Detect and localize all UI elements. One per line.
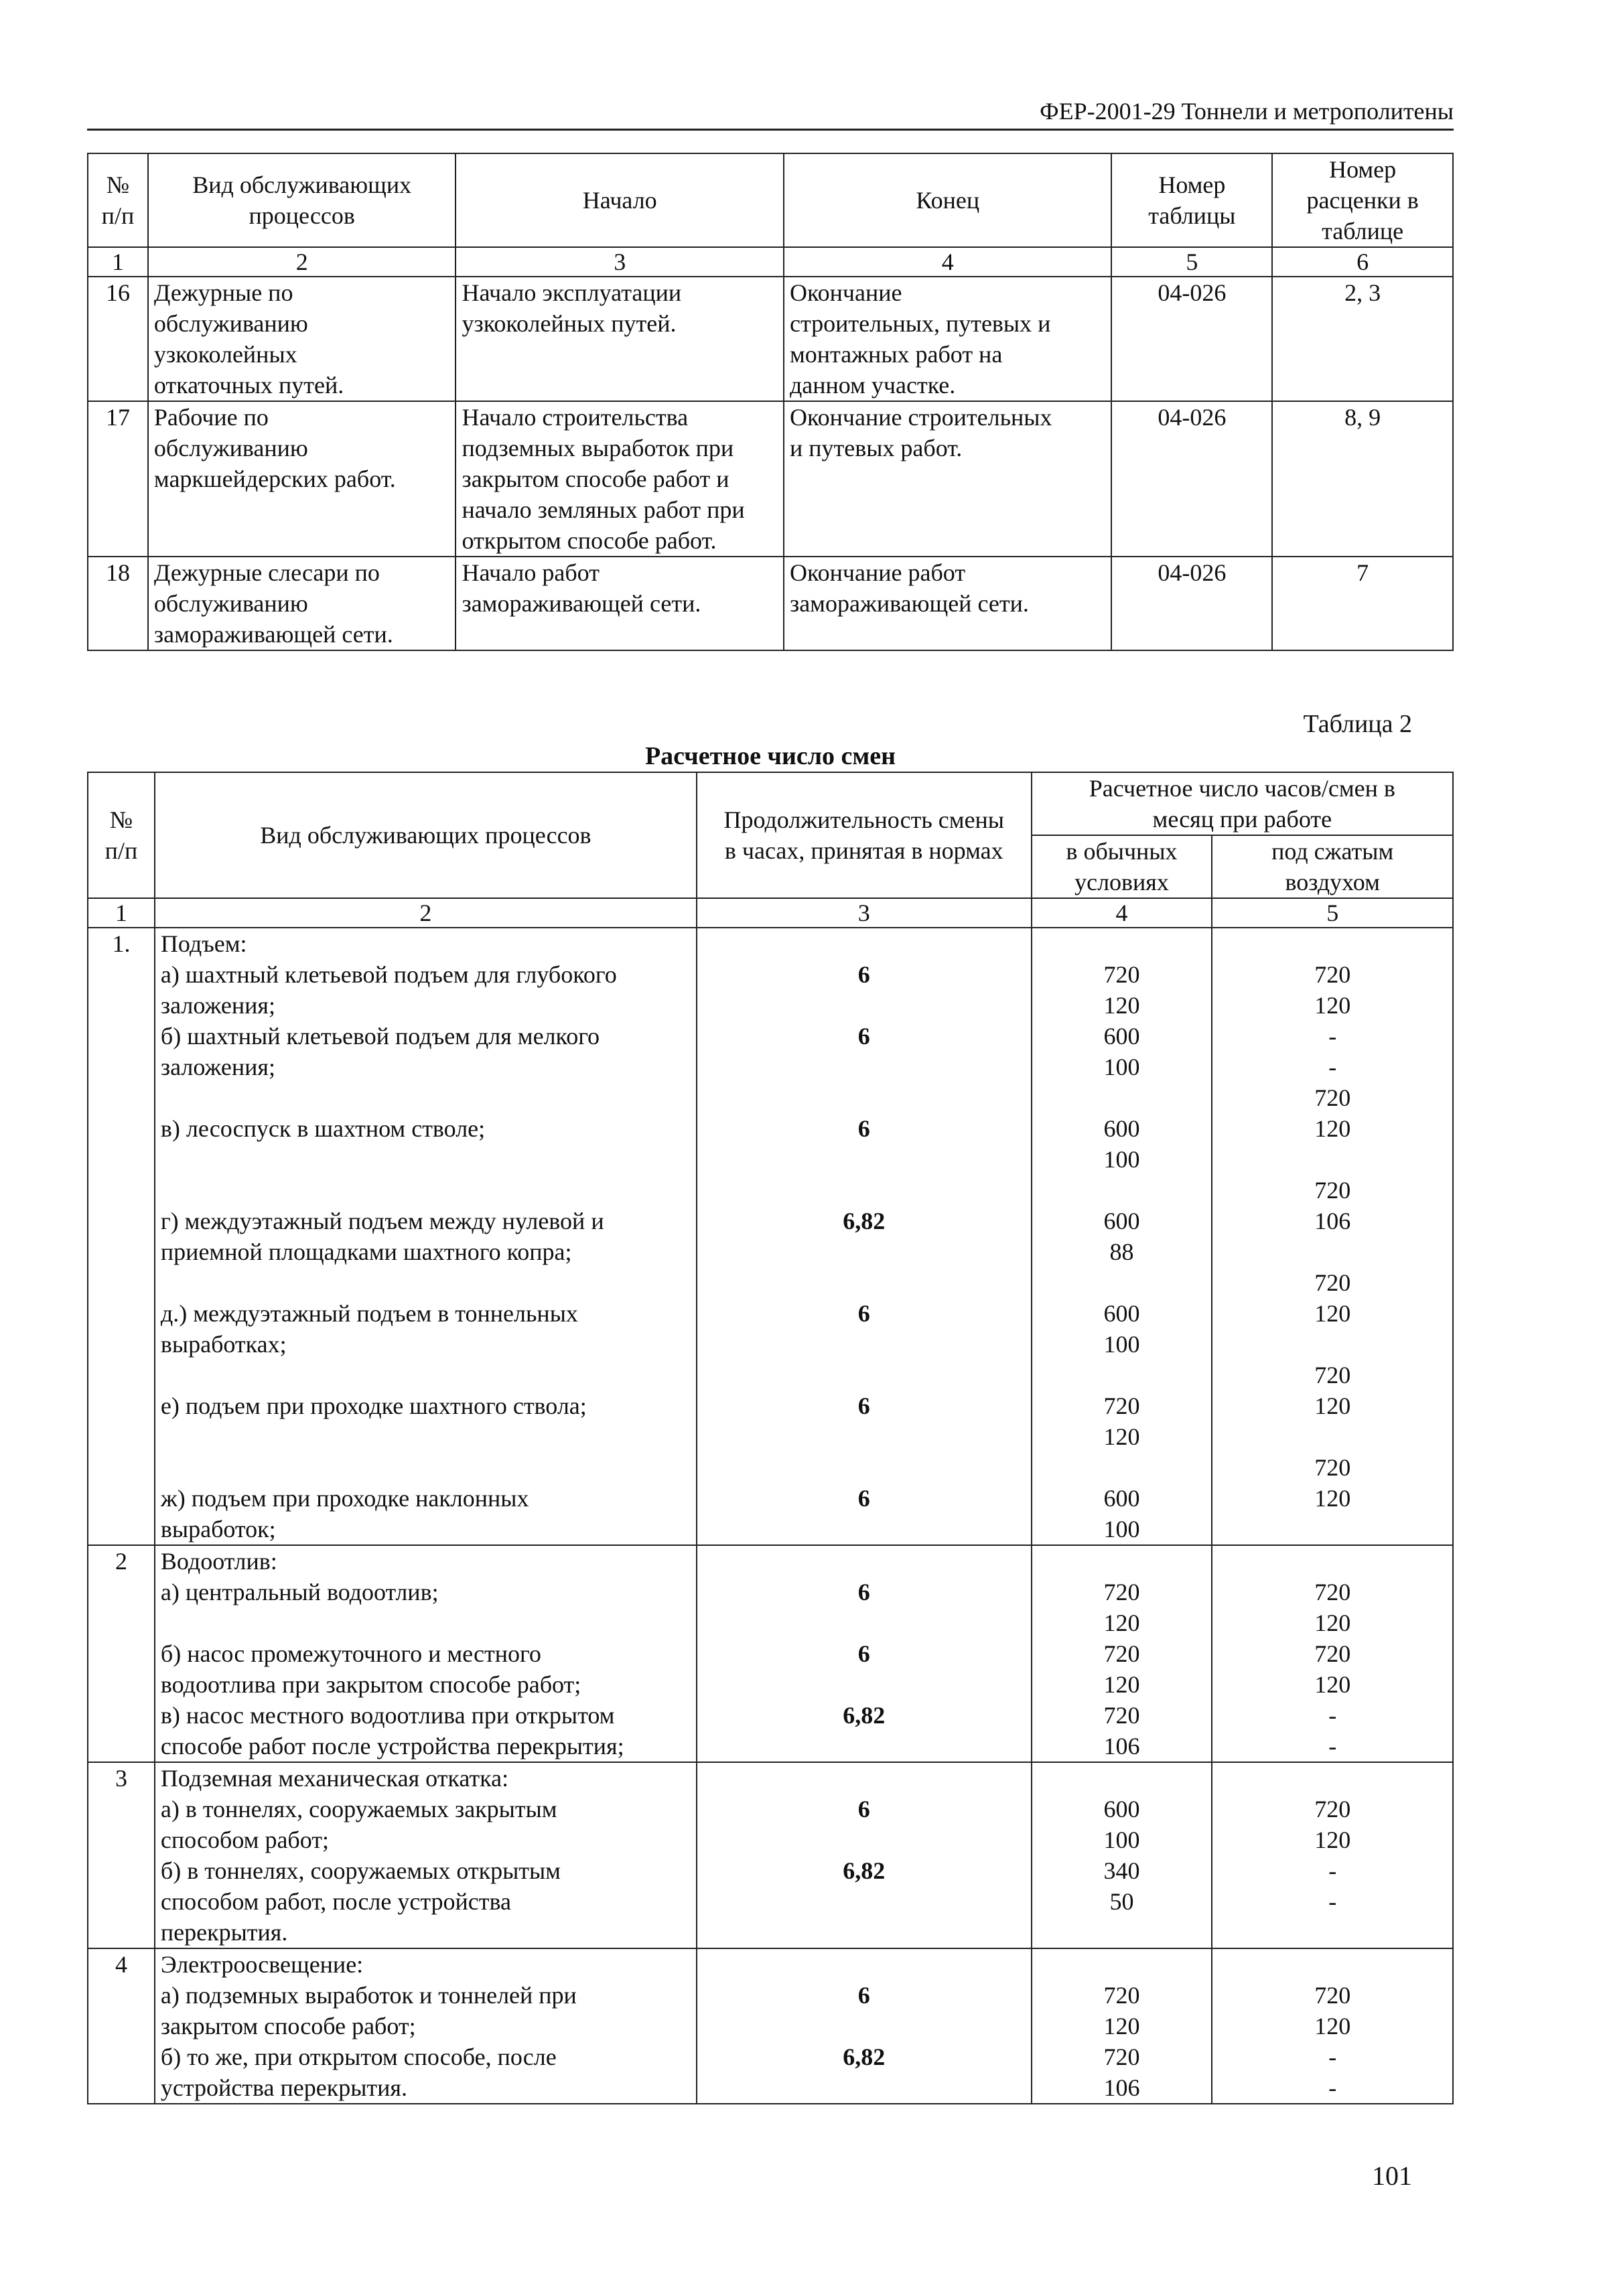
table-row: [88, 1948, 1453, 2104]
section-num: 1.: [88, 928, 155, 1545]
col-header-num: № п/п: [88, 153, 148, 247]
col-header-num: № п/п: [88, 772, 155, 898]
table-row: [88, 557, 1453, 650]
col-number: 5: [1111, 247, 1272, 277]
shift-count-table: [87, 772, 1454, 2104]
process-item: б) шахтный клетьевой подъем для мелкого заложения;: [160, 1023, 600, 1080]
col-header-monthly: Расчетное число часов/смен в месяц при работе: [1032, 772, 1453, 835]
col-header-normal: в обычных условиях: [1032, 835, 1212, 898]
col-number: 5: [1212, 898, 1453, 928]
normal-conditions-value: 600 88: [1103, 1208, 1140, 1265]
normal-conditions-value: 720 106: [1103, 2043, 1140, 2101]
table-row: [88, 928, 1453, 1545]
process-item: а) в тоннелях, сооружаемых закрытым способом работ;: [160, 1796, 557, 1853]
section-compressed-values: [1212, 1762, 1453, 1948]
row-num: 16: [88, 277, 148, 401]
shift-duration: 6: [857, 1392, 870, 1419]
spacer: [1038, 1546, 1206, 1577]
spacer: [1218, 1763, 1447, 1794]
section-durations: [697, 1948, 1032, 2104]
spacer: [1038, 928, 1206, 959]
section-durations: [697, 1762, 1032, 1948]
normal-conditions-value: 600 100: [1103, 1023, 1140, 1080]
process-item: в) насос местного водоотлива при открытом способе работ после устройства перекрытия;: [160, 1702, 624, 1760]
process-item: а) шахтный клетьевой подъем для глубокого заложения;: [160, 961, 617, 1019]
row-table: 04-026: [1111, 277, 1272, 401]
section-title: Подъем:: [160, 930, 247, 957]
compressed-air-value: 120 720: [1314, 1300, 1351, 1388]
row-end: Окончание строительных, путевых и монтажных работ на данном участке.: [784, 277, 1112, 401]
section-normal-values: [1032, 1545, 1212, 1762]
section-compressed-values: [1212, 1948, 1453, 2104]
col-number: 3: [456, 247, 784, 277]
shift-duration: 6,82: [843, 2043, 886, 2070]
table-row: [88, 401, 1453, 557]
section-normal-values: [1032, 928, 1212, 1545]
compressed-air-value: 720 120: [1314, 1640, 1351, 1698]
compressed-air-value: 120 720: [1314, 1115, 1351, 1204]
table-row: [88, 1762, 1453, 1948]
col-number: 1: [88, 898, 155, 928]
compressed-air-value: - - 720: [1314, 1023, 1351, 1111]
section-processes: [155, 928, 697, 1545]
section-durations: [697, 1545, 1032, 1762]
row-end: Окончание работ замораживающей сети.: [784, 557, 1112, 650]
shift-duration: 6: [857, 1115, 870, 1142]
compressed-air-value: 120: [1314, 1485, 1351, 1512]
process-item: в) лесоспуск в шахтном стволе;: [160, 1115, 486, 1142]
compressed-air-value: - -: [1328, 1702, 1337, 1760]
row-process: Дежурные по обслуживанию узкоколейных откаточных путей.: [148, 277, 456, 401]
table2-caption: Таблица 2: [1303, 710, 1412, 738]
col-number: 2: [148, 247, 456, 277]
shift-duration: 6: [857, 1023, 870, 1050]
section-processes: [155, 1545, 697, 1762]
normal-conditions-value: 720 120: [1103, 961, 1140, 1019]
process-item: а) подземных выработок и тоннелей при закрытом способе работ;: [160, 1982, 577, 2039]
col-header-rate: Номер расценки в таблице: [1272, 153, 1453, 247]
section-num: 3: [88, 1762, 155, 1948]
process-item: г) междуэтажный подъем между нулевой и приемной площадками шахтного копра;: [160, 1208, 604, 1265]
section-normal-values: [1032, 1948, 1212, 2104]
col-number: 2: [155, 898, 697, 928]
row-rate: 2, 3: [1272, 277, 1453, 401]
row-rate: 8, 9: [1272, 401, 1453, 557]
compressed-air-value: 720 120: [1314, 1982, 1351, 2039]
section-num: 2: [88, 1545, 155, 1762]
process-item: б) в тоннелях, сооружаемых открытым способом работ, после устройства перекрытия.: [160, 1857, 561, 1946]
row-start: Начало эксплуатации узкоколейных путей.: [456, 277, 784, 401]
normal-conditions-value: 720 120: [1103, 1640, 1140, 1698]
shift-duration: 6: [857, 1640, 870, 1667]
table2-body: [88, 928, 1453, 2104]
col-header-end: Конец: [784, 153, 1112, 247]
table-row: [88, 277, 1453, 401]
compressed-air-value: 720 120: [1314, 1579, 1351, 1636]
section-title: Водоотлив:: [160, 1548, 277, 1575]
row-end: Окончание строительных и путевых работ.: [784, 401, 1112, 557]
row-process: Дежурные слесари по обслуживанию замораживающей сети.: [148, 557, 456, 650]
table2-title: Расчетное число смен: [644, 742, 896, 770]
col-header-table: Номер таблицы: [1111, 153, 1272, 247]
section-title: Электроосвещение:: [160, 1951, 364, 1978]
row-table: 04-026: [1111, 401, 1272, 557]
section-num: 4: [88, 1948, 155, 2104]
process-item: а) центральный водоотлив;: [160, 1579, 439, 1605]
section-processes: [155, 1762, 697, 1948]
shift-duration: 6,82: [843, 1208, 886, 1234]
row-num: 17: [88, 401, 148, 557]
process-item: б) то же, при открытом способе, после устройства перекрытия.: [160, 2043, 557, 2101]
shift-duration: 6: [857, 1485, 870, 1512]
row-num: 18: [88, 557, 148, 650]
compressed-air-value: 720 120: [1314, 961, 1351, 1019]
running-title: ФЕР-2001-29 Тоннели и метрополитены: [1040, 98, 1454, 125]
process-item: е) подъем при проходке шахтного ствола;: [160, 1392, 587, 1419]
row-table: 04-026: [1111, 557, 1272, 650]
spacer: [1038, 1763, 1206, 1794]
section-processes: [155, 1948, 697, 2104]
normal-conditions-value: 720 106: [1103, 1702, 1140, 1760]
table-header-row: [88, 772, 1453, 835]
col-header-compressed: под сжатым воздухом: [1212, 835, 1453, 898]
section-title: Подземная механическая откатка:: [160, 1765, 509, 1792]
shift-duration: 6: [857, 961, 870, 988]
spacer: [1218, 928, 1447, 959]
process-item: д.) междуэтажный подъем в тоннельных выработках;: [160, 1300, 578, 1358]
section-compressed-values: [1212, 928, 1453, 1545]
row-process: Рабочие по обслуживанию маркшейдерских работ.: [148, 401, 456, 557]
col-number: 4: [784, 247, 1112, 277]
shift-duration: 6,82: [843, 1702, 886, 1729]
page-number: 101: [1372, 2161, 1412, 2191]
col-number: 4: [1032, 898, 1212, 928]
column-number-row: [88, 247, 1453, 277]
compressed-air-value: 106 720: [1314, 1208, 1351, 1296]
spacer: [1218, 1546, 1447, 1577]
normal-conditions-value: 720 120: [1103, 1392, 1140, 1450]
shift-duration: 6,82: [843, 1857, 886, 1884]
shift-duration: 6: [857, 1300, 870, 1327]
spacer: [703, 928, 1026, 959]
col-header-process: Вид обслуживающих процессов: [155, 772, 697, 898]
compressed-air-value: 120 720: [1314, 1392, 1351, 1481]
normal-conditions-value: 340 50: [1103, 1857, 1140, 1915]
row-rate: 7: [1272, 557, 1453, 650]
col-header-process: Вид обслуживающих процессов: [148, 153, 456, 247]
spacer: [703, 1949, 1026, 1980]
shift-duration: 6: [857, 1982, 870, 2009]
process-item: ж) подъем при проходке наклонных выработок;: [160, 1485, 529, 1542]
normal-conditions-value: 600 100: [1103, 1300, 1140, 1358]
compressed-air-value: 720 120: [1314, 1796, 1351, 1853]
column-number-row: [88, 898, 1453, 928]
normal-conditions-value: 600 100: [1103, 1485, 1140, 1542]
col-header-start: Начало: [456, 153, 784, 247]
row-start: Начало строительства подземных выработок при закрытом способе работ и начало земляных работ при открытом способе работ.: [456, 401, 784, 557]
compressed-air-value: - -: [1328, 1857, 1337, 1915]
section-normal-values: [1032, 1762, 1212, 1948]
normal-conditions-value: 600 100: [1103, 1796, 1140, 1853]
table-header-row: [88, 153, 1453, 247]
spacer: [1038, 1949, 1206, 1980]
spacer: [703, 1546, 1026, 1577]
col-number: 6: [1272, 247, 1453, 277]
normal-conditions-value: 720 120: [1103, 1579, 1140, 1636]
spacer: [703, 1763, 1026, 1794]
col-number: 3: [697, 898, 1032, 928]
continuation-table: [87, 153, 1454, 651]
section-compressed-values: [1212, 1545, 1453, 1762]
col-number: 1: [88, 247, 148, 277]
shift-duration: 6: [857, 1796, 870, 1822]
table-row: [88, 1545, 1453, 1762]
running-header: [87, 98, 1454, 131]
shift-duration: 6: [857, 1579, 870, 1605]
compressed-air-value: - -: [1328, 2043, 1337, 2101]
section-durations: [697, 928, 1032, 1545]
row-start: Начало работ замораживающей сети.: [456, 557, 784, 650]
col-header-duration: Продолжительность смены в часах, принятая в нормах: [697, 772, 1032, 898]
spacer: [1218, 1949, 1447, 1980]
normal-conditions-value: 720 120: [1103, 1982, 1140, 2039]
process-item: б) насос промежуточного и местного водоотлива при закрытом способе работ;: [160, 1640, 581, 1698]
normal-conditions-value: 600 100: [1103, 1115, 1140, 1173]
